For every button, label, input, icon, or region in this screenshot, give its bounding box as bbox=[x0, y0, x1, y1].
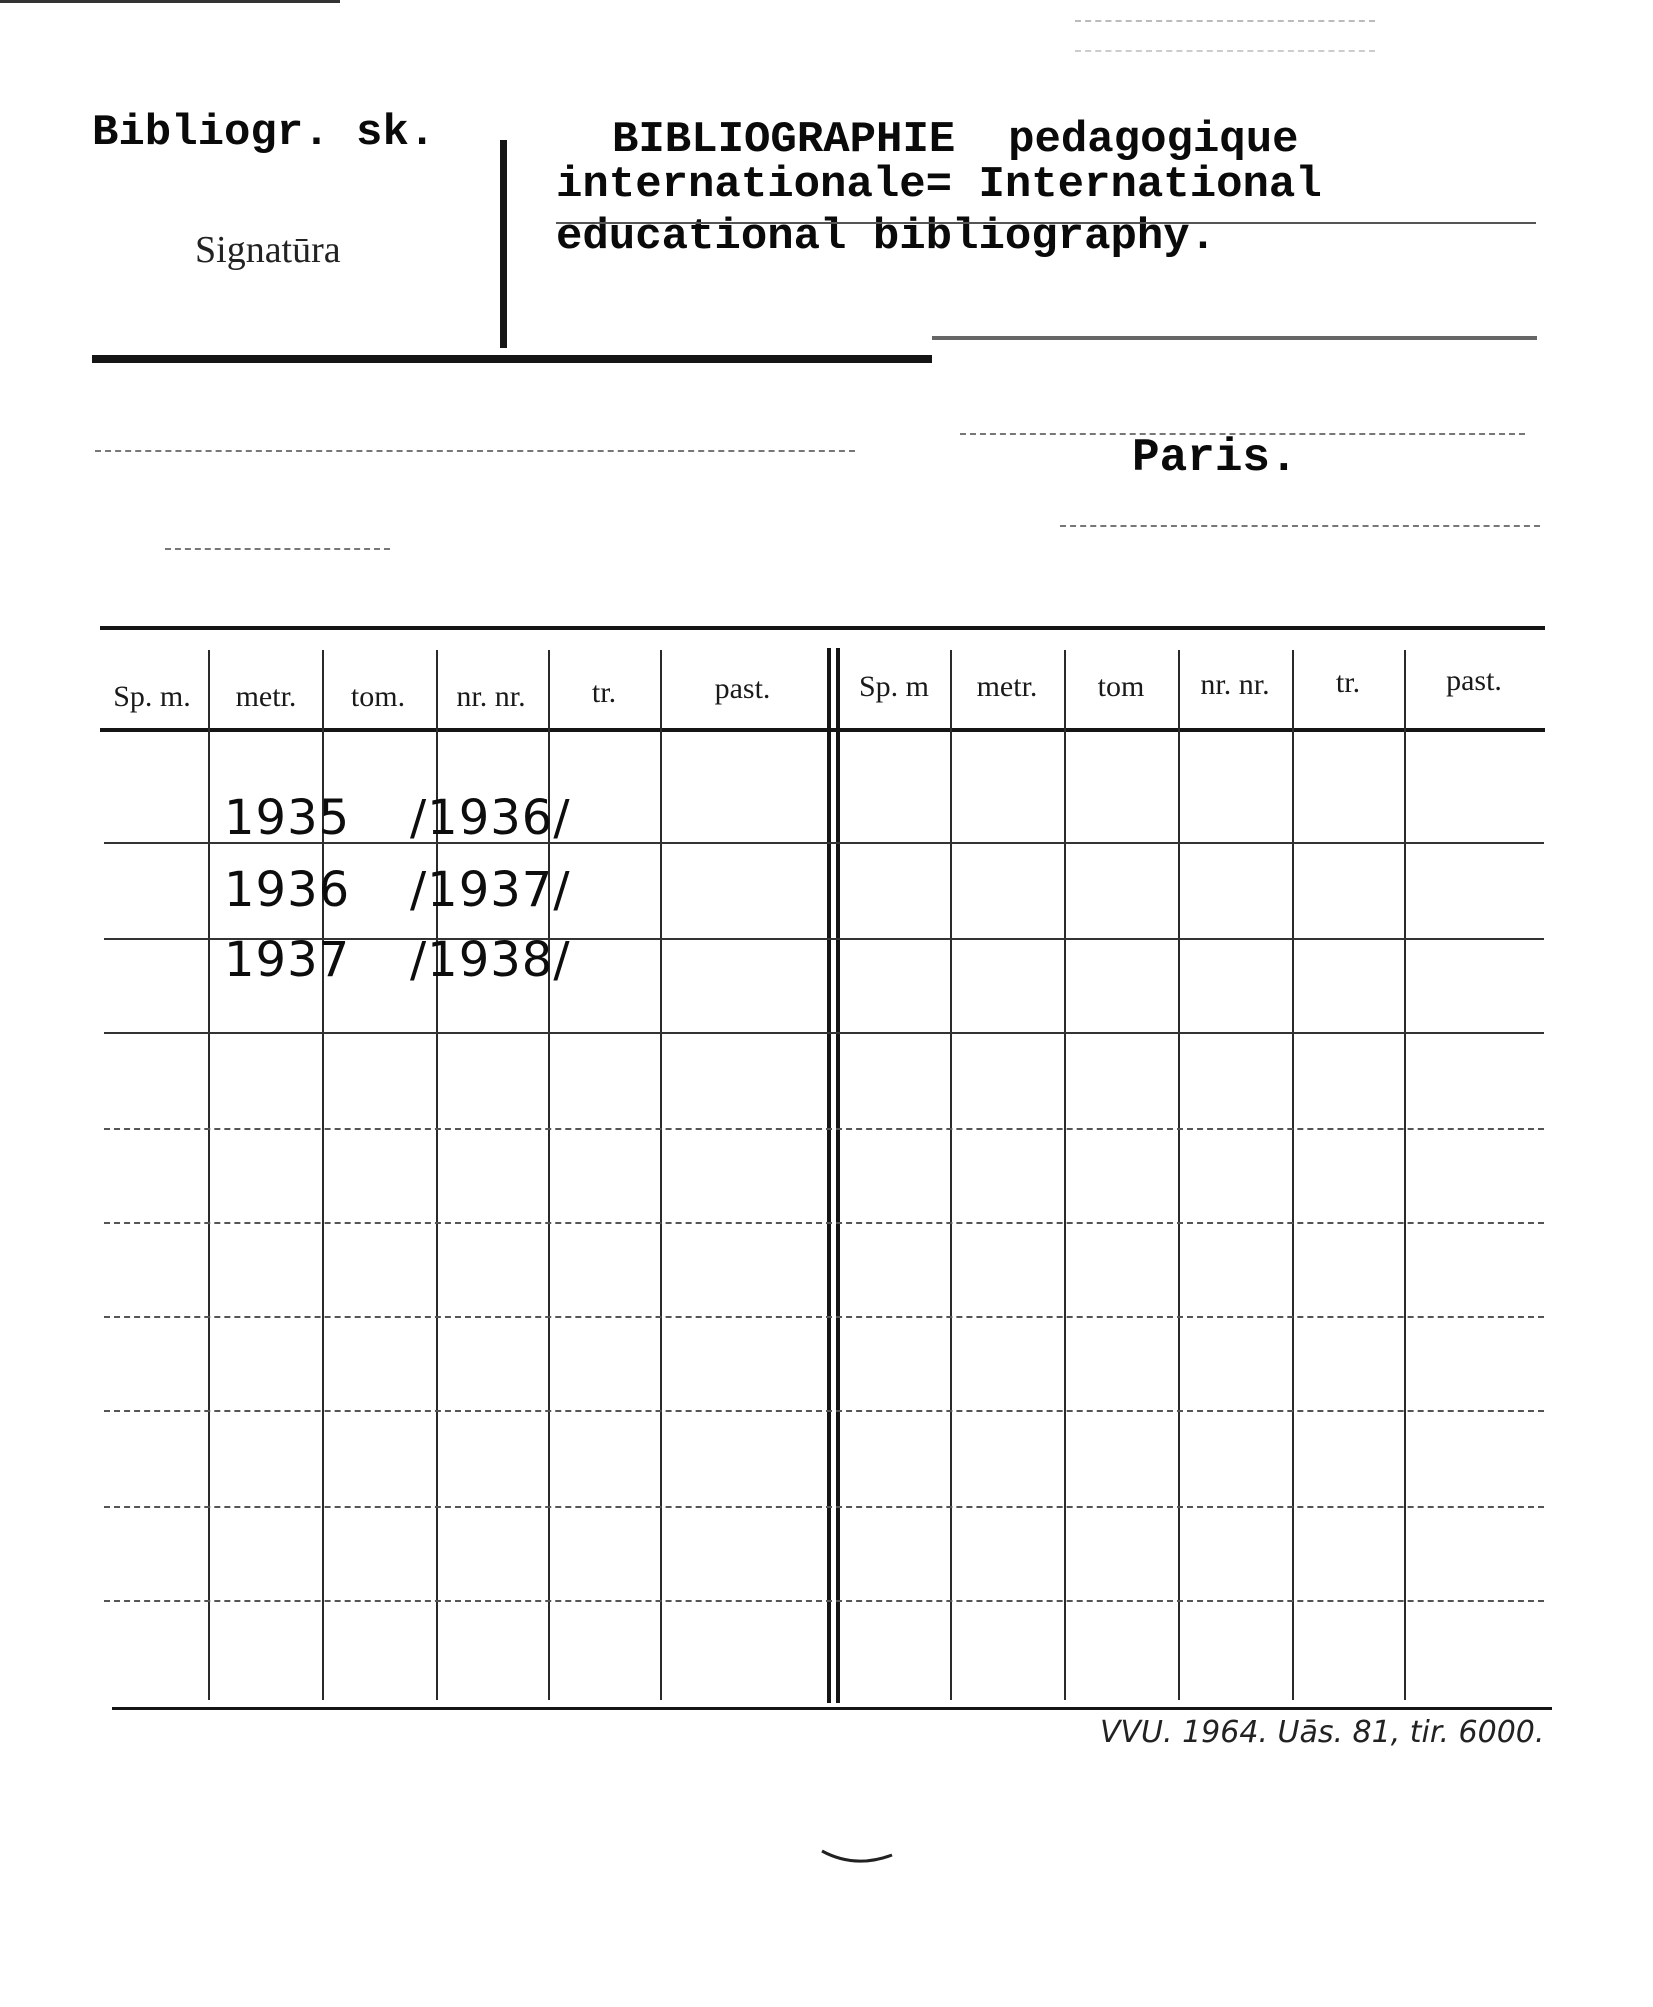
row-line-9 bbox=[104, 1600, 1544, 1602]
title-line-2: internationale= International bbox=[556, 160, 1322, 210]
entry-nr-3: /1938/ bbox=[410, 932, 571, 988]
title-line-3: educational bibliography. bbox=[556, 212, 1217, 262]
row-line-8 bbox=[104, 1506, 1544, 1508]
header-nr-right: nr. nr. bbox=[1200, 668, 1270, 701]
row-line-6 bbox=[104, 1316, 1544, 1318]
header-tr-left: tr. bbox=[591, 676, 617, 709]
header-sp-m-left: Sp. m. bbox=[113, 680, 191, 713]
header-past-right: past. bbox=[1446, 664, 1502, 697]
header-metr-right: metr. bbox=[976, 670, 1038, 703]
table-top-rule bbox=[100, 626, 1545, 630]
row-line-7 bbox=[104, 1410, 1544, 1412]
col-line-7 bbox=[1064, 650, 1066, 1700]
col-line-5 bbox=[660, 650, 662, 1700]
row-line-5 bbox=[104, 1222, 1544, 1224]
col-line-10 bbox=[1404, 650, 1406, 1700]
center-double-rule-a bbox=[827, 648, 831, 1703]
col-line-8 bbox=[1178, 650, 1180, 1700]
header-tom-right: tom bbox=[1097, 670, 1145, 703]
row-line-3 bbox=[104, 1032, 1544, 1034]
printer-note: VVU. 1964. Uās. 81, tir. 6000. bbox=[1100, 1715, 1545, 1750]
entry-year-2: 1936 bbox=[224, 862, 351, 918]
entry-nr-2: /1937/ bbox=[410, 862, 571, 918]
center-double-rule-b bbox=[836, 648, 840, 1703]
table-header-rule bbox=[100, 728, 1545, 732]
entry-year-3: 1937 bbox=[224, 932, 351, 988]
entry-nr-1: /1936/ bbox=[410, 790, 571, 846]
header-nr-left: nr. nr. bbox=[456, 680, 526, 713]
scan-artifact-curve bbox=[820, 1845, 900, 1875]
table-bottom-rule bbox=[112, 1707, 1552, 1710]
header-tom-left: tom. bbox=[350, 680, 406, 713]
header-tr-right: tr. bbox=[1335, 666, 1361, 699]
header-past-left: past. bbox=[714, 672, 771, 705]
header-metr-left: metr. bbox=[235, 680, 297, 713]
shelf-mark: Bibliogr. sk. bbox=[92, 108, 436, 158]
title-line-1: BIBLIOGRAPHIE pedagogique bbox=[612, 115, 1299, 165]
col-line-1 bbox=[208, 650, 210, 1700]
col-line-9 bbox=[1292, 650, 1294, 1700]
signature-label: Signatūra bbox=[195, 229, 341, 271]
header-sp-m-right: Sp. m bbox=[858, 670, 930, 703]
entry-year-1: 1935 bbox=[224, 790, 351, 846]
col-line-6 bbox=[950, 650, 952, 1700]
place: Paris. bbox=[1132, 432, 1298, 484]
row-line-4 bbox=[104, 1128, 1544, 1130]
